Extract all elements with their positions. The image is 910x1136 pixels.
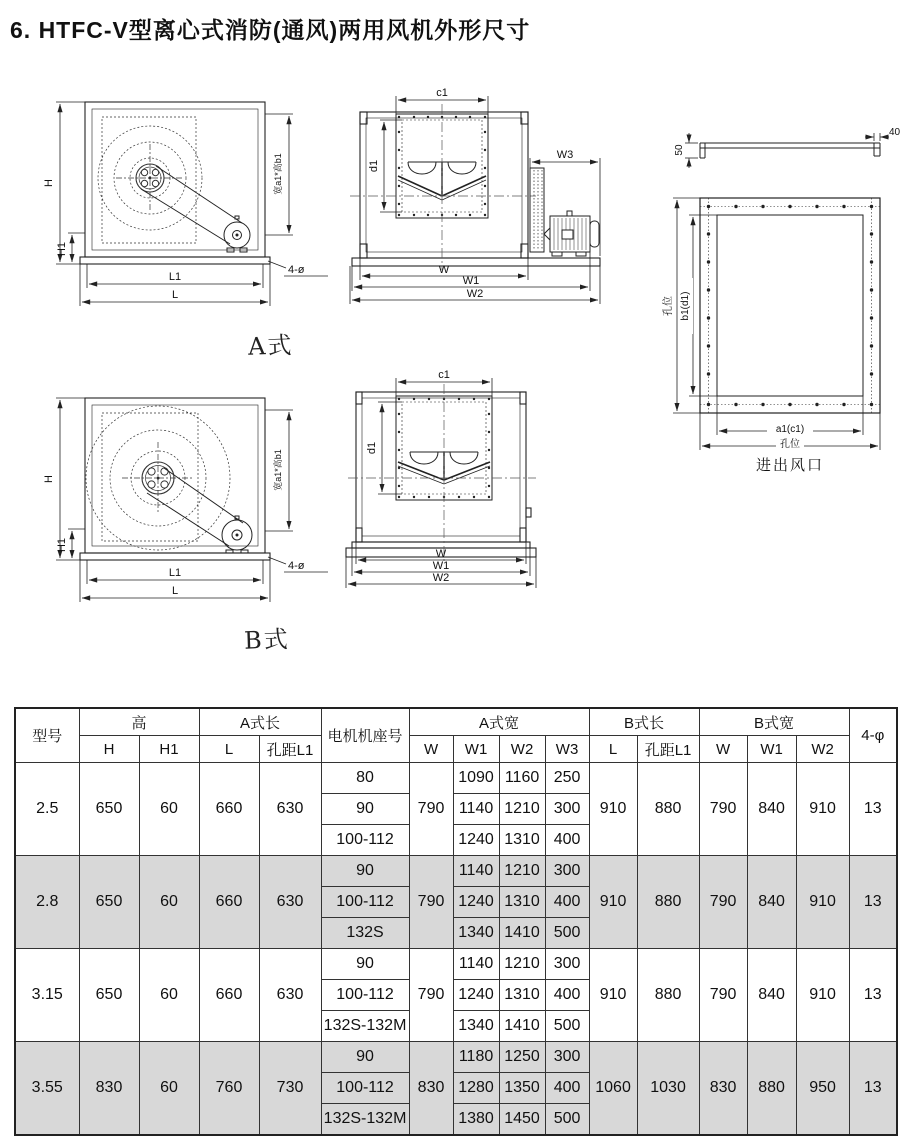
cell-b-w2: 910 [796, 949, 849, 1042]
cell-w1: 1140 [453, 856, 499, 887]
cell-w2: 1210 [499, 856, 545, 887]
dim-label-holes: 4-ø [288, 560, 305, 572]
cell-b-l1: 880 [637, 763, 699, 856]
cell-b-l1: 880 [637, 949, 699, 1042]
dim-label-c1: c1 [436, 87, 448, 99]
cell-w: 790 [409, 856, 453, 949]
cabinet-type-a [80, 102, 270, 264]
caption-type-b: B式 [243, 625, 291, 655]
col-header-b-w1: W1 [747, 736, 796, 763]
cell-b-l: 1060 [589, 1042, 637, 1136]
dim-label-outlet: 宽a1*高b1 [273, 449, 283, 491]
flange-dims [673, 198, 880, 450]
dimension-table [14, 707, 898, 1136]
dim-label-w: W [435, 548, 447, 560]
cell-b-w1: 840 [747, 856, 796, 949]
header-row-groups [15, 708, 897, 736]
belt-drive-type-a [141, 166, 250, 252]
col-header-h1: H1 [139, 736, 199, 763]
cell-b-w2: 910 [796, 763, 849, 856]
drawing-type-a-front-view [338, 84, 618, 312]
cell-b-w: 790 [699, 949, 747, 1042]
cell-w3: 400 [545, 825, 589, 856]
cell-w3: 500 [545, 1104, 589, 1136]
col-header-h: H [79, 736, 139, 763]
cell-w1: 1240 [453, 980, 499, 1011]
dim-label-d1: d1 [368, 159, 380, 173]
table-row [15, 949, 897, 980]
dim-label-l: L [171, 289, 179, 301]
cell-w2: 1450 [499, 1104, 545, 1136]
cell-b-w2: 910 [796, 856, 849, 949]
col-header-l: L [199, 736, 259, 763]
cell-b-w1: 840 [747, 949, 796, 1042]
centerlines-front-b [348, 384, 536, 562]
cell-w3: 300 [545, 949, 589, 980]
dim-label-50: 50 [674, 144, 685, 156]
cell-l: 660 [199, 763, 259, 856]
col-header-height-group: 高 [79, 708, 199, 736]
impeller-type-b [86, 406, 230, 550]
dim-label-w1: W1 [462, 275, 480, 287]
table-row [15, 763, 897, 794]
drawing-type-b-side-view [30, 388, 330, 620]
col-header-b-hole-l1: 孔距L1 [637, 736, 699, 763]
cell-frame: 90 [321, 1042, 409, 1073]
flange-caption: 进出风口 [755, 457, 825, 474]
cell-w1: 1140 [453, 949, 499, 980]
cell-w2: 1160 [499, 763, 545, 794]
cell-frame: 100-112 [321, 887, 409, 918]
dim-label-40: 40 [889, 128, 901, 138]
cell-model: 3.15 [15, 949, 79, 1042]
cell-w3: 300 [545, 856, 589, 887]
cell-w3: 500 [545, 918, 589, 949]
col-header-w1: W1 [453, 736, 499, 763]
col-header-hole-l1: 孔距L1 [259, 736, 321, 763]
cell-w1: 1280 [453, 1073, 499, 1104]
cell-w3: 300 [545, 794, 589, 825]
dim-label-h1: H1 [56, 241, 68, 257]
cell-w2: 1410 [499, 1011, 545, 1042]
cell-w1: 1090 [453, 763, 499, 794]
cell-w2: 1210 [499, 794, 545, 825]
cell-b-l: 910 [589, 949, 637, 1042]
cell-b-w1: 840 [747, 763, 796, 856]
cell-b-w: 790 [699, 856, 747, 949]
dim-label-a1c1: a1(c1) [775, 424, 805, 435]
col-header-phi: 4-φ [849, 708, 897, 763]
cell-model: 2.5 [15, 763, 79, 856]
flange-face [700, 198, 880, 413]
cell-b-w: 790 [699, 763, 747, 856]
cell-model: 2.8 [15, 856, 79, 949]
cell-l: 660 [199, 856, 259, 949]
col-header-b-w: W [699, 736, 747, 763]
cell-h: 650 [79, 763, 139, 856]
cell-l: 760 [199, 1042, 259, 1136]
table-row [15, 856, 897, 887]
cell-l1: 730 [259, 1042, 321, 1136]
col-header-w3: W3 [545, 736, 589, 763]
impeller-type-a [98, 117, 202, 243]
cell-w1: 1180 [453, 1042, 499, 1073]
cell-w2: 1310 [499, 887, 545, 918]
cabinet-front-b [346, 392, 536, 557]
dim-label-l: L [171, 585, 179, 597]
cell-phi: 13 [849, 763, 897, 856]
cell-b-l1: 880 [637, 856, 699, 949]
cell-frame: 132S-132M [321, 1011, 409, 1042]
flange-cross-section [700, 143, 880, 158]
cell-h: 650 [79, 949, 139, 1042]
cell-l1: 630 [259, 763, 321, 856]
cell-frame: 100-112 [321, 1073, 409, 1104]
cell-h: 650 [79, 856, 139, 949]
col-header-b-length-group: B式长 [589, 708, 699, 736]
page-title: 6. HTFC-V型离心式消防(通风)两用风机外形尺寸 [10, 17, 531, 43]
cell-l: 660 [199, 949, 259, 1042]
cell-h1: 60 [139, 949, 199, 1042]
cell-w2: 1310 [499, 980, 545, 1011]
cell-b-l: 910 [589, 763, 637, 856]
dimensions-front-a [350, 96, 600, 304]
dim-label-hole-left: 孔位 [663, 296, 674, 316]
table-row [15, 1042, 897, 1073]
dim-label-outlet: 宽a1*高b1 [273, 153, 283, 195]
cell-b-w2: 950 [796, 1042, 849, 1136]
cell-w1: 1340 [453, 1011, 499, 1042]
cell-h: 830 [79, 1042, 139, 1136]
cell-w3: 400 [545, 980, 589, 1011]
cell-phi: 13 [849, 1042, 897, 1136]
flange-section-dims [685, 133, 889, 168]
drawing-flange-detail [645, 128, 905, 476]
dim-label-w2: W2 [432, 572, 450, 584]
cell-b-w: 830 [699, 1042, 747, 1136]
cell-frame: 90 [321, 794, 409, 825]
cell-w1: 1340 [453, 918, 499, 949]
cell-w1: 1380 [453, 1104, 499, 1136]
dim-label-l1: L1 [168, 567, 182, 579]
motor-front-a [530, 168, 599, 256]
dim-label-holes: 4-ø [288, 264, 305, 276]
cell-w3: 400 [545, 1073, 589, 1104]
cell-b-l: 910 [589, 856, 637, 949]
header-row-sub [15, 736, 897, 763]
dim-label-hole-bottom: 孔位 [780, 439, 800, 450]
cell-w: 790 [409, 763, 453, 856]
belt-drive-type-b [147, 468, 252, 553]
cell-b-l1: 1030 [637, 1042, 699, 1136]
dim-label-d1: d1 [366, 441, 378, 455]
cell-w: 830 [409, 1042, 453, 1136]
dim-label-w3: W3 [556, 149, 574, 161]
cell-phi: 13 [849, 949, 897, 1042]
dim-label-b1d1: b1(d1) [680, 291, 691, 321]
cell-w3: 250 [545, 763, 589, 794]
dim-label-w1: W1 [432, 560, 450, 572]
col-header-b-width-group: B式宽 [699, 708, 849, 736]
cell-w2: 1310 [499, 825, 545, 856]
cell-w3: 500 [545, 1011, 589, 1042]
cell-w3: 400 [545, 887, 589, 918]
cell-frame: 90 [321, 856, 409, 887]
col-header-w: W [409, 736, 453, 763]
cell-frame: 100-112 [321, 825, 409, 856]
dim-label-w2: W2 [466, 288, 484, 300]
drawing-type-a-side-view [30, 92, 330, 324]
centerlines-front-a [350, 104, 536, 270]
cell-frame: 132S-132M [321, 1104, 409, 1136]
cell-h1: 60 [139, 1042, 199, 1136]
cell-l1: 630 [259, 949, 321, 1042]
cell-w1: 1240 [453, 825, 499, 856]
flange-bolt-holes [707, 205, 873, 406]
cell-w1: 1140 [453, 794, 499, 825]
cell-w: 790 [409, 949, 453, 1042]
dim-label-h1: H1 [56, 537, 68, 553]
col-header-w2: W2 [499, 736, 545, 763]
cell-h1: 60 [139, 856, 199, 949]
col-header-b-l: L [589, 736, 637, 763]
col-header-model: 型号 [15, 708, 79, 763]
cell-frame: 80 [321, 763, 409, 794]
cell-w2: 1210 [499, 949, 545, 980]
cell-frame: 90 [321, 949, 409, 980]
cell-w3: 300 [545, 1042, 589, 1073]
col-header-a-width-group: A式宽 [409, 708, 589, 736]
cell-frame: 132S [321, 918, 409, 949]
dim-label-h: H [43, 475, 55, 483]
col-header-motor-frame: 电机机座号 [321, 708, 409, 763]
caption-type-a: A式 [247, 331, 294, 361]
dim-label-c1: c1 [438, 370, 450, 381]
cell-h1: 60 [139, 763, 199, 856]
cell-model: 3.55 [15, 1042, 79, 1136]
cabinet-front-a [352, 112, 600, 266]
drawing-type-b-front-view [340, 370, 575, 588]
cell-w2: 1350 [499, 1073, 545, 1104]
cell-w1: 1240 [453, 887, 499, 918]
cell-w2: 1410 [499, 918, 545, 949]
col-header-b-w2: W2 [796, 736, 849, 763]
dim-label-h: H [43, 179, 55, 187]
cell-phi: 13 [849, 856, 897, 949]
cell-frame: 100-112 [321, 980, 409, 1011]
dim-label-w: W [438, 264, 450, 276]
cell-l1: 630 [259, 856, 321, 949]
cell-b-w1: 880 [747, 1042, 796, 1136]
dim-label-l1: L1 [168, 271, 182, 283]
cell-w2: 1250 [499, 1042, 545, 1073]
col-header-a-length-group: A式长 [199, 708, 321, 736]
